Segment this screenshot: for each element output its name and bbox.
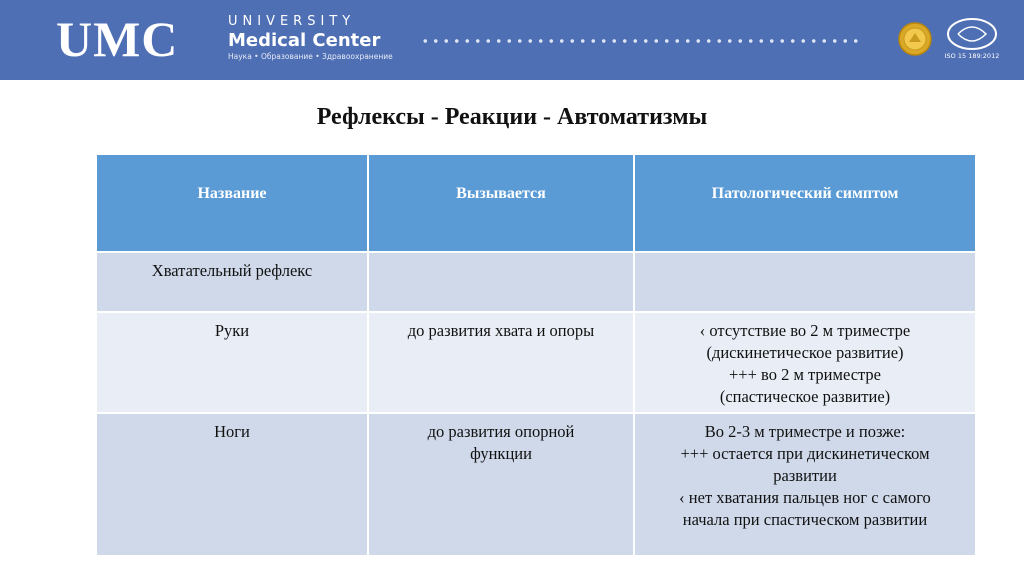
iso-caption: ISO 15 189:2012 [944,52,1000,60]
cell-cause [368,252,634,312]
table-header-row [96,154,976,252]
symptom-line: +++ во 2 м триместре [728,365,881,384]
cell-cause [368,413,634,556]
iso-badge [944,16,1000,66]
cell-symptom [634,312,976,413]
logo-university: UNIVERSITY [228,14,356,29]
header-cause: Вызывается [368,154,634,252]
table-row [96,413,976,556]
symptom-line: развитии [773,466,837,485]
cause-line: функции [470,444,532,463]
symptom-line: (спастическое развитие) [719,387,891,406]
logo-medical-center: Medical Center [228,30,381,51]
decorative-dots [420,38,860,44]
header-bar [0,0,1024,80]
logo-letters: UMC [56,11,179,67]
cell-cause: до развития хвата и опоры [368,312,634,413]
cause-line: до развития опорной [427,422,575,441]
cell-name: Ноги [96,413,368,556]
cell-name: Руки [96,312,368,413]
symptom-line: +++ остается при дискинетическом [680,444,930,463]
table-row [96,252,976,312]
gold-seal-icon [898,22,932,56]
symptom-line: начала при спастическом развитии [682,510,928,529]
symptom-line: ‹ нет хватания пальцев ног с самого [679,488,931,507]
symptom-line: ‹ отсутствие во 2 м триместре [699,321,911,340]
logo-tagline: Наука • Образование • Здравоохранение [228,52,393,61]
symptom-line: Во 2-3 м триместре и позже: [704,422,906,441]
reflex-table [95,153,977,557]
cell-symptom [634,252,976,312]
table-row [96,312,976,413]
cell-name: Хватательный рефлекс [96,252,368,312]
header-symptom: Патологический симптом [634,154,976,252]
slide-title: Рефлексы - Реакции - Автоматизмы [316,104,708,130]
symptom-line: (дискинетическое развитие) [706,343,904,362]
cell-symptom [634,413,976,556]
header-name: Название [96,154,368,252]
esyd-logo-icon [944,16,1000,52]
logo-text [228,14,448,62]
